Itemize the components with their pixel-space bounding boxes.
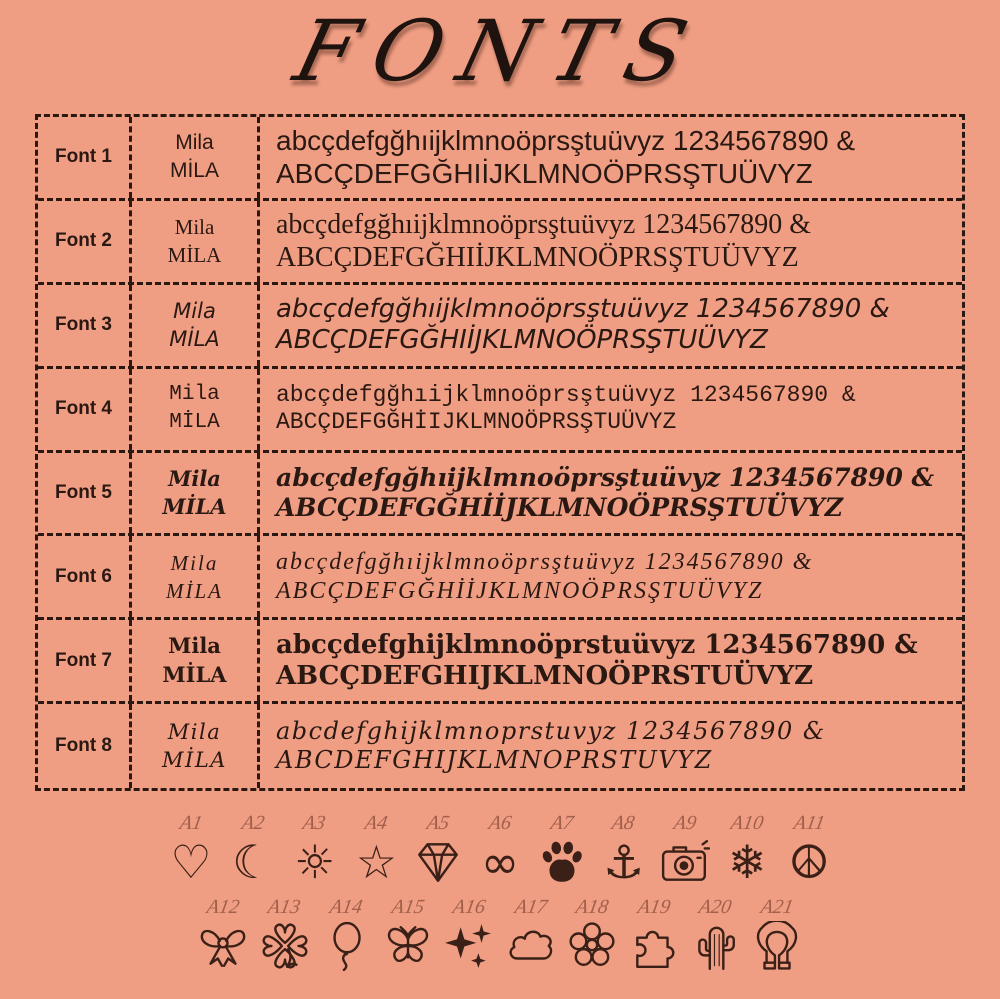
font-alphabet [260, 536, 962, 617]
symbol-label: A18 [574, 896, 611, 918]
table-row-font-7 [38, 620, 962, 704]
font-sample [132, 453, 260, 534]
symbol-label: A4 [363, 812, 390, 834]
symbol-label: A11 [791, 812, 827, 834]
sample-name: Mila [170, 550, 219, 575]
alphabet-lowercase: abcçdefgğhıijklmnoöprsştuüvyz 1234567890 & [276, 124, 856, 156]
sample-name-caps: MİLA [169, 159, 219, 183]
symbol-item [718, 812, 776, 890]
sample-name-caps: MİLA [162, 661, 227, 687]
table-row-font-3 [38, 285, 962, 369]
cactus-icon [690, 918, 740, 974]
sample-name: Mila [168, 465, 221, 491]
symbol-item [409, 812, 467, 890]
font-alphabet [260, 117, 962, 198]
sample-name-caps: MİLA [167, 243, 222, 268]
alphabet-uppercase: ABCÇDEFGĞHİİJKLMNOÖPRSŞTUÜVYZ [276, 577, 764, 604]
symbol-label: A12 [204, 896, 242, 918]
symbol-item [471, 812, 529, 890]
camera-icon [660, 834, 710, 890]
symbol-label: A2 [239, 812, 266, 834]
symbol-item [656, 812, 714, 890]
alphabet-uppercase: ABCÇDEFGĞHIİJKLMNOÖPRSŞTUÜVYZ [276, 325, 768, 356]
clover-icon [260, 918, 310, 974]
font-sample [132, 369, 260, 450]
butterfly-icon [383, 918, 433, 974]
diamond-icon [413, 834, 463, 890]
symbol-item [625, 896, 683, 974]
sample-name-caps: MİLA [162, 748, 227, 773]
paw-icon [537, 834, 587, 890]
symbol-label: A7 [548, 812, 575, 834]
font-label: Font 2 [38, 201, 132, 282]
alphabet-lowercase: abcçdefgğhıijklmnoöprsştuüvyz 1234567890 & [276, 549, 814, 576]
symbol-item [379, 896, 437, 974]
symbol-label: A3 [301, 812, 328, 834]
symbol-label: A15 [389, 896, 426, 918]
sun-icon: ☼ [293, 835, 336, 889]
sample-name-caps: MİLA [166, 578, 223, 603]
font-label: Font 4 [38, 369, 132, 450]
symbol-label: A21 [758, 896, 795, 918]
symbol-item [440, 896, 498, 974]
symbol-item [256, 896, 314, 974]
symbol-item [502, 896, 560, 974]
table-row-font-5 [38, 453, 962, 537]
symbol-label: A17 [512, 896, 549, 918]
star-icon: ☆ [355, 835, 398, 889]
font-alphabet [260, 704, 962, 788]
page-title: FONTS [285, 2, 715, 100]
symbol-item [748, 896, 806, 974]
font-label: Font 5 [38, 453, 132, 534]
balloon-icon [321, 918, 371, 974]
symbol-row-1 [162, 812, 838, 890]
symbol-item [780, 812, 838, 890]
font-table [35, 114, 965, 791]
font-alphabet [260, 620, 962, 701]
sample-name-caps: MİLA [169, 327, 220, 352]
sample-name: Mila [169, 382, 220, 406]
sparkles-icon [444, 918, 494, 974]
symbol-label: A8 [610, 812, 637, 834]
cloud-icon [506, 918, 556, 974]
sample-name: Mila [174, 214, 215, 239]
anchor-icon: ⚓ [602, 835, 645, 889]
heart-icon: ♡ [170, 835, 212, 889]
alphabet-uppercase: ABCDEFGHIJKLMNOPRSTUVYZ [276, 746, 713, 775]
symbol-item [286, 812, 344, 890]
font-sample [132, 620, 260, 701]
horseshoe-icon [752, 918, 802, 974]
symbol-item [563, 896, 621, 974]
alphabet-uppercase: ABCÇDEFGĞHİİJKLMNOÖPRSŞTUÜVYZ [276, 493, 844, 522]
table-row-font-8 [38, 704, 962, 788]
sample-name: Mila [167, 719, 222, 744]
alphabet-uppercase: ABCÇDEFGHIJKLMNOÖPRSTUÜVYZ [276, 660, 814, 691]
table-row-font-2 [38, 201, 962, 285]
alphabet-lowercase: abcçdefgğhıijklmnoöprsştuüvyz 1234567890 & [276, 381, 856, 408]
symbol-label: A9 [672, 812, 699, 834]
puzzle-icon [629, 918, 679, 974]
font-alphabet [260, 369, 962, 450]
alphabet-uppercase: ABCÇDEFGĞHİIJKLMNOÖPRSŞTUÜVYZ [276, 409, 677, 436]
alphabet-lowercase: abcçdefgğhıijklmnoöprsştuüvyz 1234567890 & [276, 294, 890, 325]
alphabet-uppercase: ABCÇDEFGĞHIİJKLMNOÖPRSŞTUÜVYZ [276, 242, 799, 274]
sample-name: Mila [175, 131, 214, 155]
symbol-label: A20 [697, 896, 734, 918]
font-label: Font 1 [38, 117, 132, 198]
font-label: Font 8 [38, 704, 132, 788]
symbol-label: A14 [328, 896, 365, 918]
font-sample [132, 201, 260, 282]
sample-name-caps: MİLA [169, 411, 220, 435]
symbol-label: A13 [266, 896, 303, 918]
sample-name: Mila [168, 633, 221, 659]
font-label: Font 6 [38, 536, 132, 617]
table-row-font-4 [38, 369, 962, 453]
alphabet-lowercase: abcçdefgğhıijklmnoöprsştuüvyz 1234567890 & [276, 208, 812, 240]
sample-name-caps: MİLA [162, 494, 227, 519]
symbol-item [224, 812, 282, 890]
symbol-item [533, 812, 591, 890]
symbol-label: A1 [177, 812, 205, 834]
flower-icon [567, 918, 617, 974]
symbol-chart [0, 812, 1000, 974]
table-row-font-1 [38, 117, 962, 201]
font-sample [132, 117, 260, 198]
symbol-row-2 [194, 896, 806, 974]
symbol-label: A10 [729, 812, 766, 834]
font-label: Font 7 [38, 620, 132, 701]
symbol-item [317, 896, 375, 974]
symbol-label: A5 [425, 812, 452, 834]
font-sample [132, 285, 260, 366]
symbol-label: A19 [635, 896, 672, 918]
alphabet-lowercase: abcçdefgğhıijklmnoöprsştuüvyz 1234567890 & [276, 463, 935, 492]
font-sample [132, 704, 260, 788]
symbol-label: A6 [486, 812, 514, 834]
font-label: Font 3 [38, 285, 132, 366]
peace-icon: ☮ [788, 835, 830, 889]
alphabet-lowercase: abcçdefghijklmnoöprstuüvyz 1234567890 & [276, 629, 918, 660]
bow-icon [198, 918, 248, 974]
symbol-label: A16 [451, 896, 488, 918]
symbol-item [595, 812, 653, 890]
snowflake-icon: ❄ [727, 835, 767, 889]
symbol-item [194, 896, 252, 974]
infinity-icon: ∞ [480, 835, 520, 889]
moon-icon: ☾ [232, 835, 274, 889]
font-alphabet [260, 201, 962, 282]
alphabet-lowercase: abcdefghijklmnoprstuvyz 1234567890 & [276, 717, 826, 746]
font-alphabet [260, 285, 962, 366]
table-row-font-6 [38, 536, 962, 620]
symbol-item [162, 812, 220, 890]
font-sample [132, 536, 260, 617]
symbol-item [347, 812, 405, 890]
font-alphabet [260, 453, 962, 534]
symbol-item [686, 896, 744, 974]
alphabet-uppercase: ABCÇDEFGĞHIİJKLMNOÖPRSŞTUÜVYZ [276, 158, 813, 190]
sample-name: Mila [173, 298, 216, 323]
